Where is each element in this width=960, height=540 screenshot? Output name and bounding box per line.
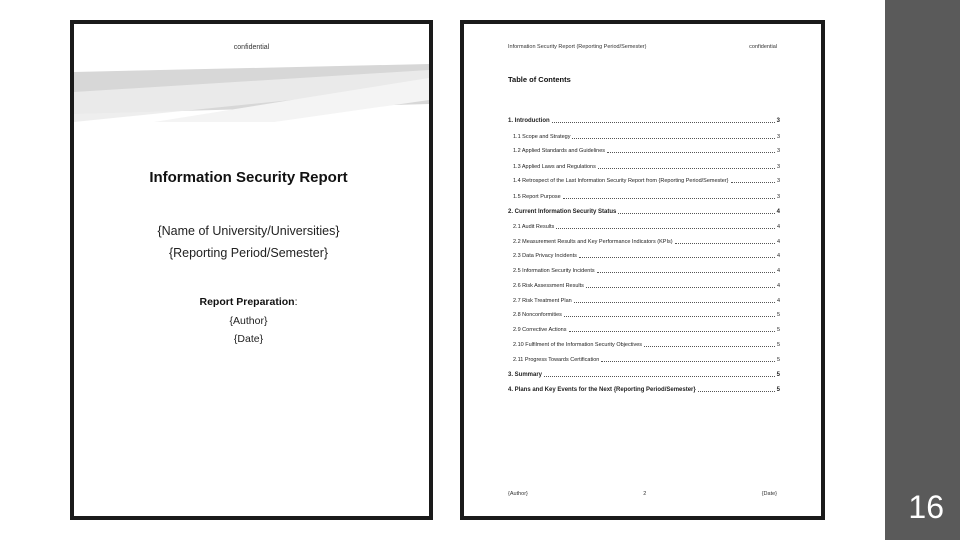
toc-entry-text: 2.7 Risk Treatment Plan: [513, 298, 572, 304]
cover-prep-colon: :: [294, 296, 298, 308]
cover-prep-label: Report Preparation: [199, 296, 295, 308]
toc-entry-text: 1.5 Report Purpose: [513, 194, 561, 200]
toc-entry-page: 5: [776, 387, 780, 393]
toc-leader-dots: [618, 213, 774, 214]
toc-entry-page: 5: [776, 327, 780, 333]
toc-entry-page: 3: [776, 118, 780, 124]
toc-entry-page: 5: [776, 372, 780, 378]
toc-entry-text: 1.3 Applied Laws and Regulations: [513, 164, 596, 170]
toc-entry-text: 3. Summary: [508, 372, 543, 378]
toc-leader-dots: [598, 168, 775, 169]
toc-entry[interactable]: [508, 205, 780, 215]
toc-entry-text: 2.1 Audit Results: [513, 224, 555, 230]
toc-leader-dots: [597, 272, 775, 273]
slide-number: 16: [908, 489, 944, 525]
toc-page-footer: [508, 491, 777, 497]
toc-entry-text: 2. Current Information Security Status: [508, 209, 617, 215]
toc-entry-text: 2.8 Nonconformities: [513, 312, 562, 318]
toc-entry-page: 4: [776, 209, 780, 215]
cover-report-preparation: [74, 296, 423, 308]
toc-entry[interactable]: [508, 144, 780, 154]
toc-leader-dots: [698, 391, 775, 392]
toc-page: [464, 24, 821, 516]
toc-header-confidential: confidential: [749, 44, 777, 50]
toc-leader-dots: [556, 228, 775, 229]
toc-leader-dots: [644, 346, 775, 347]
toc-entry[interactable]: [508, 190, 780, 200]
toc-leader-dots: [601, 361, 775, 362]
toc-entry[interactable]: [508, 174, 780, 184]
toc-entry-text: 2.11 Progress Towards Certification: [513, 357, 600, 363]
toc-leader-dots: [607, 152, 775, 153]
toc-entry-page: 5: [776, 342, 780, 348]
slide-number-panel: [885, 0, 960, 540]
toc-title: Table of Contents: [508, 75, 571, 84]
toc-leader-dots: [586, 287, 775, 288]
toc-entry[interactable]: [508, 368, 780, 378]
toc-entry-text: 2.5 Information Security Incidents: [513, 268, 595, 274]
toc-entry[interactable]: [508, 235, 780, 245]
toc-leader-dots: [544, 376, 775, 377]
toc-page-header: [508, 44, 777, 50]
toc-entry-page: 5: [776, 312, 780, 318]
toc-footer-page-number: 2: [643, 491, 647, 497]
toc-leader-dots: [579, 257, 775, 258]
toc-entry-text: 4. Plans and Key Events for the Next {Reporting Period/Semester}: [508, 387, 696, 393]
toc-leader-dots: [564, 316, 775, 317]
toc-leader-dots: [569, 331, 775, 332]
toc-entry[interactable]: [508, 353, 780, 363]
toc-entry[interactable]: [508, 264, 780, 274]
cover-title: Information Security Report: [149, 169, 348, 186]
toc-leader-dots: [574, 302, 775, 303]
toc-entry-text: 1.1 Scope and Strategy: [513, 134, 571, 140]
toc-leader-dots: [572, 138, 774, 139]
toc-leader-dots: [731, 182, 775, 183]
cover-university: {Name of University/Universities}: [157, 224, 340, 238]
toc-leader-dots: [563, 198, 775, 199]
toc-entry-text: 1.2 Applied Standards and Guidelines: [513, 148, 606, 154]
toc-entry[interactable]: [508, 383, 780, 393]
toc-entry-page: 4: [776, 253, 780, 259]
toc-entry-text: 1. Introduction: [508, 118, 550, 124]
toc-entry-page: 5: [776, 357, 780, 363]
cover-confidential-label: confidential: [233, 44, 270, 51]
cover-author: {Author}: [229, 315, 268, 327]
toc-leader-dots: [552, 122, 775, 123]
cover-page-thumbnail[interactable]: [70, 20, 433, 520]
toc-entry-page: 4: [776, 224, 780, 230]
cover-page: [74, 24, 429, 516]
toc-entry-page: 4: [776, 268, 780, 274]
toc-footer-date: {Date}: [761, 491, 777, 497]
toc-entry[interactable]: [508, 130, 780, 140]
toc-entry[interactable]: [508, 279, 780, 289]
toc-page-thumbnail[interactable]: [460, 20, 825, 520]
cover-period: {Reporting Period/Semester}: [168, 246, 329, 260]
toc-entry-page: 3: [776, 194, 780, 200]
toc-entry-text: 2.10 Fulfilment of the Information Security Objectives: [513, 342, 643, 348]
toc-entry-text: 2.3 Data Privacy Incidents: [513, 253, 577, 259]
toc-entry[interactable]: [508, 220, 780, 230]
toc-entry-page: 3: [776, 134, 780, 140]
toc-entry-text: 2.9 Corrective Actions: [513, 327, 567, 333]
toc-entry[interactable]: [508, 338, 780, 348]
toc-entry-text: 1.4 Retrospect of the Last Information Security Report from {Reporting Period/Semester}: [513, 178, 729, 184]
toc-entry-page: 4: [776, 239, 780, 245]
toc-entry-page: 3: [776, 148, 780, 154]
toc-entry[interactable]: [508, 308, 780, 318]
toc-entry-text: 2.2 Measurement Results and Key Performance Indicators (KPIs): [513, 239, 673, 245]
toc-leader-dots: [675, 243, 775, 244]
toc-entry[interactable]: [508, 323, 780, 333]
toc-entry[interactable]: [508, 249, 780, 259]
toc-entry[interactable]: [508, 294, 780, 304]
toc-entry-page: 3: [776, 164, 780, 170]
toc-entry-page: 4: [776, 283, 780, 289]
cover-date: {Date}: [233, 333, 264, 345]
toc-entry-page: 3: [776, 178, 780, 184]
toc-entry-text: 2.6 Risk Assessment Results: [513, 283, 584, 289]
toc-header-title: Information Security Report (Reporting Period/Semester): [508, 44, 647, 50]
toc-entry-page: 4: [776, 298, 780, 304]
toc-entry[interactable]: [508, 114, 780, 124]
toc-entry[interactable]: [508, 160, 780, 170]
toc-footer-author: {Author}: [508, 491, 528, 497]
cover-decorative-band: [74, 64, 429, 122]
